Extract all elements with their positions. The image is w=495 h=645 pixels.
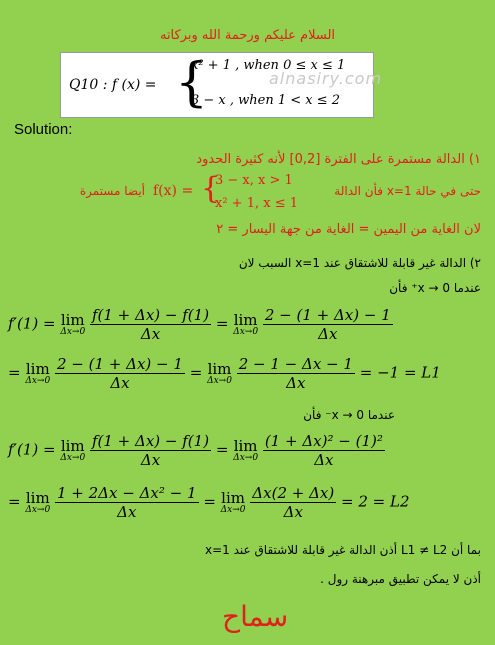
fraction-denominator: Δx (140, 325, 161, 343)
lim-label: lim (221, 488, 245, 507)
lim-label: lim (25, 359, 50, 378)
equation-left-derivative-2 (8, 484, 410, 521)
fraction-numerator: 2 − (1 + Δx) − 1 (264, 306, 391, 324)
limits-equal-line: لان الغاية من اليمين = الغاية من جهة اليسار = ٢ (216, 222, 481, 237)
fraction-numerator: f(1 + Δx) − f(1) (91, 432, 210, 450)
lim-label: lim (25, 488, 50, 507)
fraction-denominator: Δx (318, 325, 338, 343)
derivative-lhs: f′(1) = (8, 314, 56, 333)
fraction-numerator: 1 + 2Δx − Δx² − 1 (56, 484, 197, 502)
fraction-numerator: 2 − (1 + Δx) − 1 (56, 355, 183, 373)
piecewise-case-b: x² + 1, x ≤ 1 (215, 196, 298, 211)
equals-sign: = (215, 440, 229, 459)
solution-heading: Solution: (14, 121, 73, 138)
left-limit-condition: عندما x → 0⁻ فأن (303, 408, 395, 422)
lim-subscript: Δx→0 (25, 375, 51, 386)
right-limit-condition: عندما x → 0⁺ فأن (389, 281, 481, 295)
lim-subscript: Δx→0 (233, 326, 259, 337)
equals-sign: = (215, 314, 229, 333)
equation-left-derivative-1 (8, 432, 385, 469)
result-l1: = −1 = L1 (359, 363, 441, 382)
fraction-denominator: Δx (286, 374, 306, 392)
lim-subscript: Δx→0 (25, 504, 51, 515)
piecewise-lhs: f(x) = (153, 183, 194, 199)
equals-sign: = (189, 363, 203, 382)
fraction-numerator: f(1 + Δx) − f(1) (91, 306, 210, 324)
fraction-numerator: Δx(2 + Δx) (252, 484, 335, 502)
equation-right-derivative-2 (8, 355, 441, 392)
lim-label: lim (60, 436, 85, 455)
fraction-denominator: Δx (314, 451, 334, 469)
result-l2: = 2 = L2 (341, 492, 410, 511)
fraction-numerator: 2 − 1 − Δx − 1 (238, 355, 353, 373)
greeting-text: السلام عليكم ورحمة الله وبركاته (159, 28, 336, 43)
not-differentiable-line: ٢) الدالة غير قابلة للاشتقاق عند x=1 السبب لان (238, 256, 481, 270)
piecewise-brace-2: { (201, 171, 221, 206)
watermark: alnasiry.com (269, 69, 383, 88)
lim-subscript: Δx→0 (207, 375, 232, 386)
lim-subscript: Δx→0 (233, 452, 259, 463)
fraction-denominator: Δx (283, 503, 303, 521)
fraction-denominator: Δx (140, 451, 161, 469)
lim-label: lim (207, 359, 232, 378)
equals-sign: = (8, 363, 21, 382)
rolle-conclusion: أذن لا يمكن تطبيق مبرهنة رول . (320, 572, 481, 586)
conclusion-line: بما أن L1 ≠ L2 أذن الدالة غير قابلة للاشتقاق عند x=1 (204, 543, 481, 557)
lim-subscript: Δx→0 (220, 504, 246, 515)
question-case-1: x² + 1 , when 0 ≤ x ≤ 1 (191, 58, 346, 73)
piecewise-brace: { (175, 53, 209, 113)
signature: سماح (222, 600, 289, 633)
question-case-2: 3 − x , when 1 < x ≤ 2 (191, 93, 341, 108)
lim-label: lim (60, 310, 85, 329)
equals-sign: = (203, 492, 216, 511)
lim-label: lim (233, 436, 258, 455)
fraction-numerator: (1 + Δx)² − (1)² (264, 432, 383, 450)
equals-sign: = (8, 492, 21, 511)
derivative-lhs: f′(1) = (8, 440, 56, 459)
question-box (60, 52, 383, 118)
also-continuous: أيضا مستمرة (79, 184, 145, 198)
fraction-denominator: Δx (117, 503, 137, 521)
continuity-case-text: حتى في حالة x=1 فأن الدالة (334, 184, 481, 198)
lim-label: lim (233, 310, 258, 329)
lim-subscript: Δx→0 (60, 326, 86, 337)
continuity-line: ١) الدالة مستمرة على الفترة [0,2] لأنه كثيرة الحدود (196, 152, 481, 167)
piecewise-case-a: 3 − x, x > 1 (215, 173, 293, 188)
fraction-denominator: Δx (110, 374, 130, 392)
question-label: Q10 : f (x) = (69, 77, 157, 93)
equation-right-derivative-1 (8, 306, 393, 343)
lim-subscript: Δx→0 (60, 452, 86, 463)
